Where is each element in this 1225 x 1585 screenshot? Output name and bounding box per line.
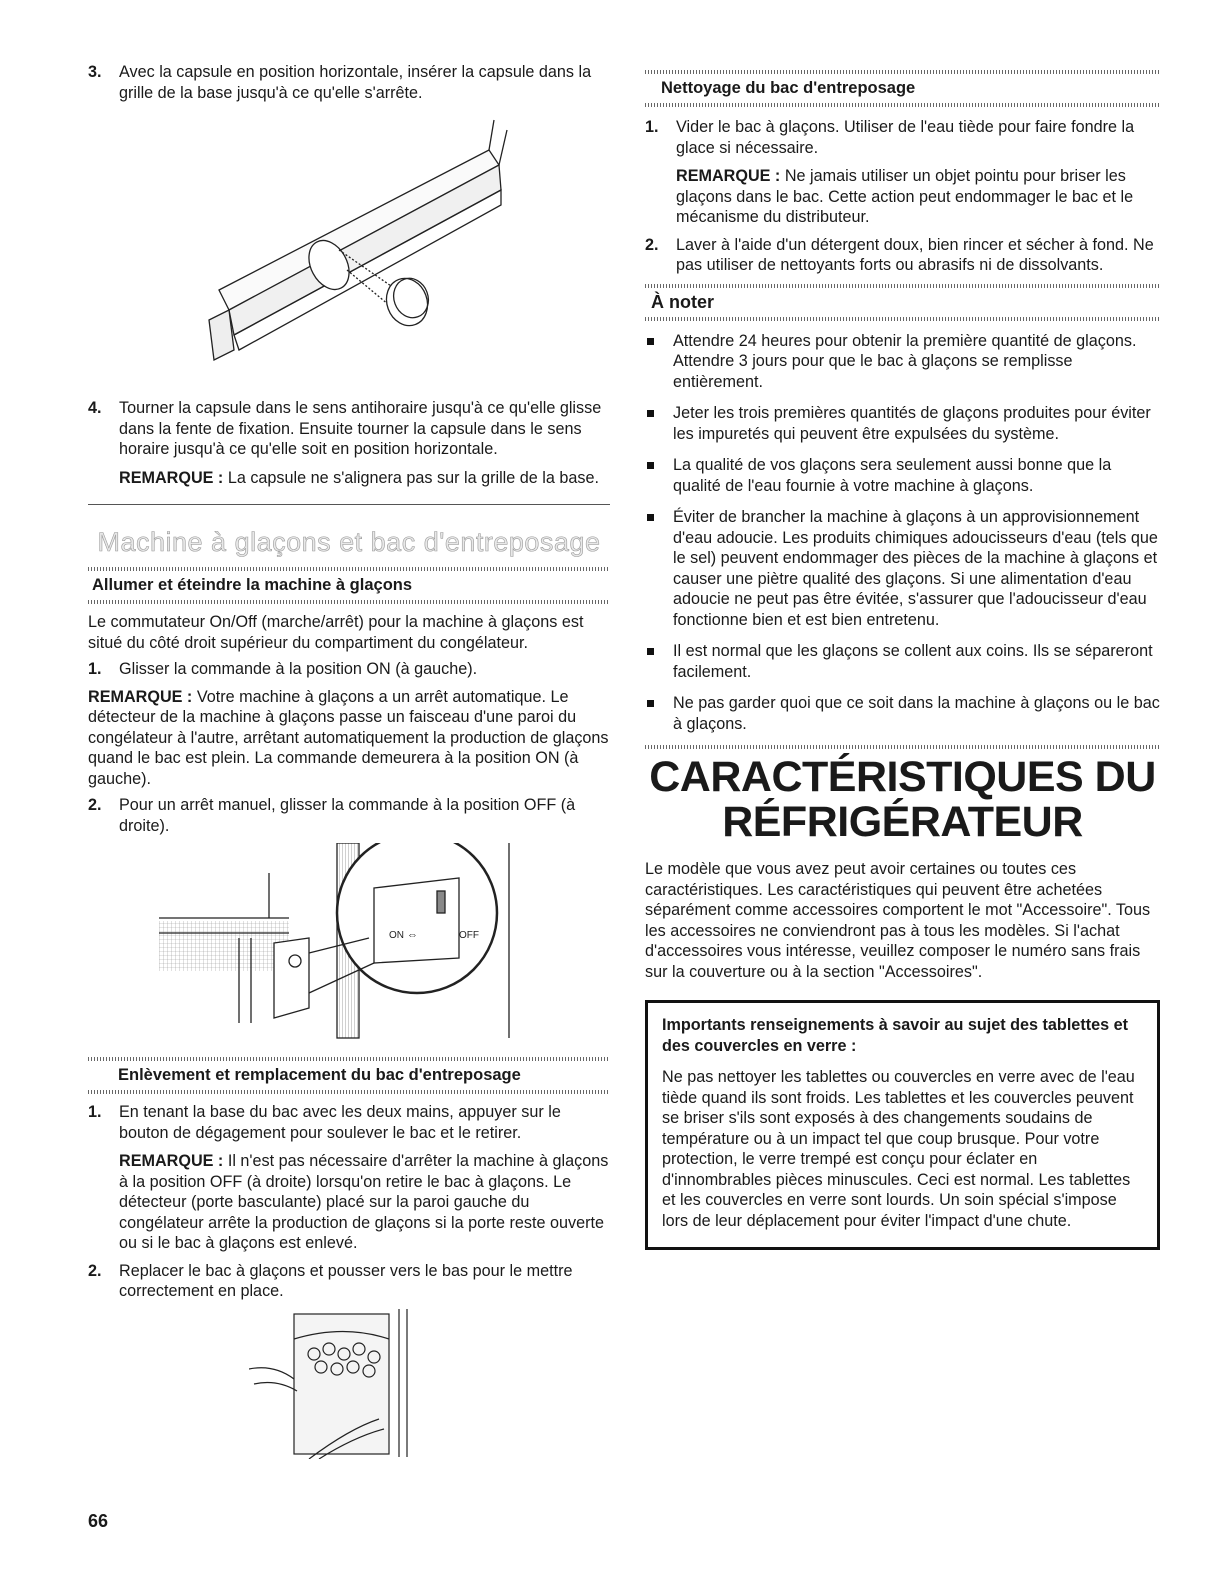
list-item [645, 641, 1160, 682]
list-item-text: La qualité de vos glaçons sera seulement aussi bonne que la qualité de l'eau fournie à votre machine à glaçons. [673, 456, 1112, 495]
step-text: Replacer le bac à glaçons et pousser vers le bas pour le mettre correctement en place. [119, 1261, 573, 1300]
list-item [645, 455, 1160, 496]
list-item-text: Il est normal que les glaçons se collent aux coins. Ils se sépareront facilement. [673, 642, 1153, 681]
list-item [645, 403, 1160, 444]
section-title: Machine à glaçons et bac d'entreposage [97, 527, 601, 557]
note-text: Il n'est pas nécessaire d'arrêter la machine à glaçons à la position OFF (à droite) lorsqu'on retire le bac à glaçons. Le détecteur (porte basculante) placé sur la paroi gauche du congélateur arrête la production de glaçons si la porte reste ouverte ou si le bac à glaçons est enlevé. [119, 1152, 609, 1252]
note-text: Ne jamais utiliser un objet pointu pour briser les glaçons dans le bac. Cette action peut endommager le bac et le mécanisme du distributeur. [676, 167, 1134, 226]
subsection-heading: Nettoyage du bac d'entreposage [661, 79, 916, 97]
step-2 [88, 795, 610, 836]
features-intro: Le modèle que vous avez peut avoir certaines ou toutes ces caractéristiques. Les caractéristiques qui peuvent être achetées séparément comme accessoires comportent le mot "Accessoire". Tous les accessoires ne conviendront pas à tous les modèles. Si l'achat d'accessoires vous intéresse, veuillez composer le numéro sans frais sur la couverture ou à la section "Accessoires". [645, 860, 1151, 981]
note-label: REMARQUE : [119, 1152, 224, 1170]
hatch-rule [88, 600, 610, 604]
step-note [119, 1151, 610, 1254]
subsection-heading: À noter [651, 291, 714, 312]
list-item-text: Ne pas garder quoi que ce soit dans la machine à glaçons ou le bac à glaçons. [673, 694, 1160, 733]
glass-shelves-info-box [645, 1000, 1160, 1250]
page-number: 66 [88, 1511, 109, 1531]
step-text: Laver à l'aide d'un détergent doux, bien rincer et sécher à fond. Ne pas utiliser de nettoyants forts ou abrasifs ni de dissolvants. [676, 235, 1154, 274]
step-1 [88, 1102, 610, 1254]
step-number: 2. [88, 1261, 102, 1280]
bullet-icon [647, 410, 654, 417]
step-note [119, 468, 610, 489]
info-box-text: Ne pas nettoyer les tablettes ou couvercles en verre avec de l'eau tiède quand ils sont froids. Les tablettes et les couvercles peuvent se briser s'ils sont exposés à des changements soudains de température ou à un impact tel que coup brusque. Pour votre protection, le verre trempé est conçu pour éclater en d'innombrables pièces minuscules. Ceci est normal. Les tablettes et les couvercles en verre sont lourds. Un soin spécial s'impose lors de leur déplacement pour éviter l'impact d'une chute. [662, 1068, 1135, 1230]
note-label: REMARQUE : [119, 468, 224, 487]
step-1 [88, 659, 610, 680]
list-item-text: Éviter de brancher la machine à glaçons à un approvisionnement d'eau adoucie. Les produits chimiques adoucisseurs d'eau (tels que le sel) peuvent endommager des pièces de la machine à glaçons et causer une piètre qualité des glaçons. Si une alimentation d'eau adoucie ne peut pas être évitée, s'assurer que l'adoucisseur d'eau fonctionne bien et est bien entretenu. [673, 508, 1158, 629]
step-number: 1. [88, 1103, 102, 1121]
list-item-text: Jeter les trois premières quantités de glaçons produites pour éviter les impuretés qui peuvent être expulsées du système. [673, 404, 1151, 443]
step-text: Pour un arrêt manuel, glisser la commande à la position OFF (à droite). [119, 796, 576, 835]
list-item [645, 331, 1160, 393]
step-number: 4. [88, 399, 102, 417]
step-text: En tenant la base du bac avec les deux mains, appuyer sur le bouton de dégagement pour soulever le bac et le retirer. [119, 1103, 561, 1142]
list-item-text: Attendre 24 heures pour obtenir la première quantité de glaçons. Attendre 3 jours pour que le bac à glaçons se remplisse entièrement. [673, 331, 1137, 391]
step-note [676, 166, 1160, 228]
step-number: 1. [88, 660, 102, 678]
subsection-heading: Allumer et éteindre la machine à glaçons [92, 576, 413, 594]
step-number: 3. [88, 63, 102, 81]
fig-on-label: ON [389, 930, 404, 941]
hatch-rule [645, 745, 1160, 749]
step-number: 2. [88, 796, 102, 814]
info-box-title: Importants renseignements à savoir au sujet des tablettes et des couvercles en verre : [662, 1016, 1128, 1055]
step-text: Tourner la capsule dans le sens antihoraire jusqu'à ce qu'elle glisse dans la fente de fixation. Ensuite tourner la capsule dans le sens horaire jusqu'à ce qu'elle soit en position horizontale. [119, 399, 602, 458]
note-label: REMARQUE : [676, 167, 781, 185]
note-label: REMARQUE : [88, 687, 193, 706]
icemaker-switch-figure [159, 843, 539, 1043]
subsection-heading: Enlèvement et remplacement du bac d'entreposage [118, 1066, 521, 1084]
bullet-icon [647, 700, 654, 707]
bullet-icon [647, 462, 654, 469]
list-item [645, 507, 1160, 630]
list-item [645, 693, 1160, 734]
fig-off-label: OFF [459, 930, 479, 941]
step-text: Avec la capsule en position horizontale, insérer la capsule dans la grille de la base jusqu'à ce qu'elle s'arrête. [119, 63, 592, 102]
step-1 [645, 117, 1160, 228]
section-divider [88, 504, 610, 505]
step-4 [88, 398, 610, 488]
bullet-icon [647, 648, 654, 655]
chapter-title [645, 755, 1160, 845]
notes-list [645, 331, 1160, 735]
note-text: La capsule ne s'alignera pas sur la grille de la base. [223, 468, 599, 487]
note-paragraph [88, 687, 610, 790]
step-text: Vider le bac à glaçons. Utiliser de l'eau tiède pour faire fondre la glace si nécessaire. [676, 118, 1135, 157]
paragraph: Le commutateur On/Off (marche/arrêt) pour la machine à glaçons est situé du côté droit supérieur du compartiment du congélateur. [88, 613, 584, 652]
right-column [645, 70, 1160, 1250]
bullet-icon [647, 514, 654, 521]
hatch-rule [645, 317, 1160, 321]
step-number: 1. [645, 118, 659, 136]
step-2 [645, 235, 1160, 276]
note-text: Votre machine à glaçons a un arrêt automatique. Le détecteur de la machine à glaçons passe un faisceau d'une paroi du congélateur à l'autre, arrêtant automatiquement la production de glaçons quand le bac est plein. La commande demeurera à la position ON (à gauche). [88, 687, 609, 788]
step-text: Glisser la commande à la position ON (à gauche). [119, 660, 478, 678]
chapter-title-line2: RÉFRIGÉRATEUR [722, 798, 1083, 846]
chapter-title-line1: CARACTÉRISTIQUES DU [649, 753, 1156, 801]
step-2 [88, 1261, 610, 1302]
hatch-rule [645, 103, 1160, 107]
ice-bin-figure [249, 1309, 449, 1459]
left-right-arrow-icon: ⇔ [407, 929, 418, 941]
hatch-rule [88, 1090, 610, 1094]
step-number: 2. [645, 235, 659, 254]
capsule-insertion-figure [189, 110, 509, 370]
left-column [88, 62, 610, 1459]
bullet-icon [647, 338, 654, 345]
step-3 [88, 62, 610, 103]
